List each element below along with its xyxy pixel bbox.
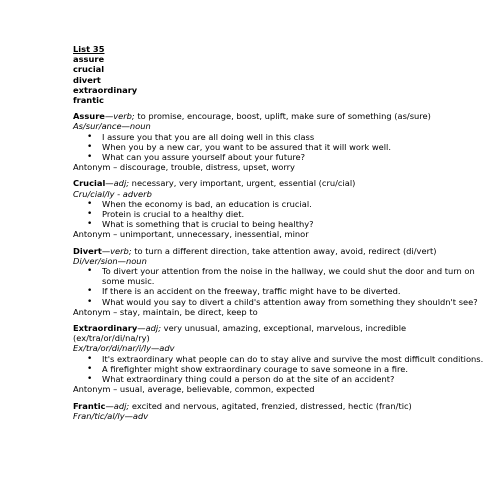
word-list-item: frantic: [73, 95, 104, 106]
example-list: [73, 132, 485, 163]
antonym-line: Antonym – discourage, trouble, distress, upset, worry: [73, 162, 295, 173]
list-header: [73, 44, 485, 54]
part-of-speech: —adj;: [105, 178, 130, 189]
entry-extraordinary: [73, 323, 485, 394]
definition-line: [73, 111, 485, 121]
example-item: • When you by a new car, you want to be assured that it will work well.: [102, 142, 485, 152]
word-form: Fran/tic/al/ly—adv: [73, 410, 149, 421]
word-list-item: assure: [73, 54, 105, 65]
entry-word: Assure: [73, 111, 105, 122]
word-form: Cru/cial/ly - adverb: [73, 188, 152, 199]
definition-line: [73, 246, 485, 256]
example-item: • If there is an accident on the freeway, traffic might have to be diverted.: [102, 286, 485, 296]
entry-divert: [73, 246, 485, 317]
definition-text: necessary, very important, urgent, essential (cru/cial): [129, 178, 356, 189]
example-item: • What is something that is crucial to being healthy?: [102, 219, 485, 229]
entry-assure: [73, 111, 485, 172]
antonym-line: Antonym – stay, maintain, be direct, keep to: [73, 306, 258, 317]
definition-line: [73, 401, 485, 411]
example-item: • To divert your attention from the noise in the hallway, we could shut the door and turn on some music.: [102, 266, 485, 286]
antonym-line: Antonym – unimportant, unnecessary, inessential, minor: [73, 229, 309, 240]
word-list: [73, 54, 485, 105]
example-item: • I assure you that you are all doing well in this class: [102, 132, 485, 142]
entry-word: Frantic: [73, 400, 106, 411]
example-item: • What can you assure yourself about your future?: [102, 152, 485, 162]
example-list: [73, 354, 485, 385]
word-list-item: crucial: [73, 64, 105, 75]
example-item: • Protein is crucial to a healthy diet.: [102, 209, 485, 219]
example-item: • What would you say to divert a child's attention away from something they shouldn't see?: [102, 297, 485, 307]
entry-word: Extraordinary: [73, 323, 138, 334]
word-list-item: extraordinary: [73, 84, 138, 95]
definition-line: [73, 323, 485, 343]
example-item: • What extraordinary thing could a person do at the site of an accident?: [102, 374, 485, 384]
entry-frantic: [73, 401, 485, 421]
example-list: [73, 199, 485, 230]
word-form: As/sur/ance—noun: [73, 121, 151, 132]
list-title: List 35: [73, 44, 105, 54]
example-item: • When the economy is bad, an education is crucial.: [102, 199, 485, 209]
part-of-speech: —verb;: [104, 111, 135, 122]
definition-text: excited and nervous, agitated, frenzied, distressed, hectic (fran/tic): [129, 400, 412, 411]
definition-text: to turn a different direction, take attention away, avoid, redirect (di/vert): [131, 245, 437, 256]
antonym-line: Antonym – usual, average, believable, common, expected: [73, 384, 315, 395]
entry-word: Crucial: [73, 178, 106, 189]
entry-crucial: [73, 178, 485, 239]
definition-line: [73, 178, 485, 188]
example-list: [73, 266, 485, 307]
example-item: • A firefighter might show extraordinary courage to save someone in a fire.: [102, 364, 485, 374]
word-list-item: divert: [73, 74, 101, 85]
part-of-speech: —adj;: [137, 323, 162, 334]
example-item: • It's extraordinary what people can do to stay alive and survive the most difficult conditions.: [102, 354, 485, 364]
word-form: Di/ver/sion—noun: [73, 255, 147, 266]
part-of-speech: —adj;: [105, 400, 130, 411]
word-form: Ex/tra/or/di/nar/i/ly—adv: [73, 343, 175, 354]
entry-word: Divert: [73, 245, 102, 256]
definition-text: very unusual, amazing, exceptional, marvelous, incredible (ex/tra/or/di/na/ry): [73, 323, 407, 344]
definition-text: to promise, encourage, boost, uplift, make sure of something (as/sure): [134, 111, 431, 122]
part-of-speech: —verb;: [101, 245, 132, 256]
vocabulary-page: [73, 44, 485, 427]
